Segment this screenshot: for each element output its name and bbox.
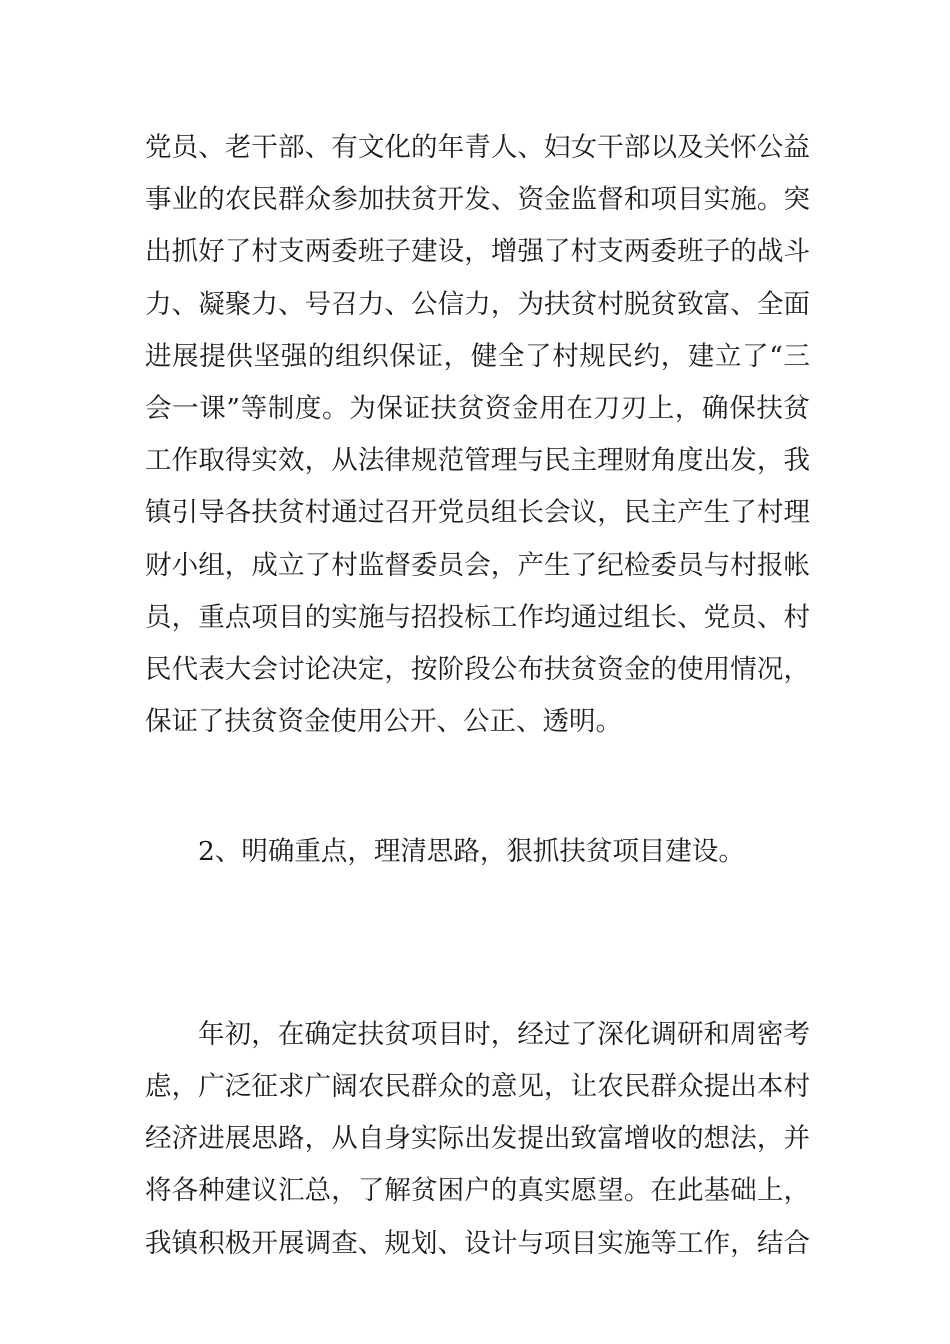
paragraph-line: 事业的农民群众参加扶贫开发、资金监督和项目实施。突 <box>145 184 810 215</box>
paragraph-line: 力、凝聚力、号召力、公信力，为扶贫村脱贫致富、全面 <box>145 289 810 320</box>
paragraph-line: 会一课”等制度。为保证扶贫资金用在刀刃上，确保扶贫 <box>145 393 810 424</box>
paragraph-line: 镇引导各扶贫村通过召开党员组长会议，民主产生了村理 <box>145 497 810 528</box>
paragraph-line: 员，重点项目的实施与招投标工作均通过组长、党员、村 <box>145 602 810 633</box>
paragraph-line: 经济进展思路，从自身实际出发提出致富增收的想法，并 <box>145 1123 810 1154</box>
paragraph-line: 进展提供坚强的组织保证，健全了村规民约，建立了“三 <box>145 341 810 372</box>
paragraph-line: 年初，在确定扶贫项目时，经过了深化调研和周密考 <box>198 1019 810 1050</box>
paragraph-line: 保证了扶贫资金使用公开、公正、透明。 <box>145 706 622 737</box>
paragraph-line: 我镇积极开展调查、规划、设计与项目实施等工作，结合 <box>145 1228 810 1259</box>
paragraph-line: 财小组，成立了村监督委员会，产生了纪检委员与村报帐 <box>145 550 810 581</box>
paragraph-line: 出抓好了村支两委班子建设，增强了村支两委班子的战斗 <box>145 236 810 267</box>
paragraph-line: 党员、老干部、有文化的年青人、妇女干部以及关怀公益 <box>145 132 810 163</box>
paragraph-line: 将各种建议汇总，了解贫困户的真实愿望。在此基础上， <box>145 1175 810 1206</box>
paragraph-line: 工作取得实效，从法律规范管理与民主理财角度出发，我 <box>145 445 810 476</box>
paragraph-line: 民代表大会讨论决定，按阶段公布扶贫资金的使用情况， <box>145 654 810 685</box>
paragraph-line: 虑，广泛征求广阔农民群众的意见，让农民群众提出本村 <box>145 1071 810 1102</box>
section-heading: 2、明确重点，理清思路，狠抓扶贫项目建设。 <box>198 836 745 867</box>
